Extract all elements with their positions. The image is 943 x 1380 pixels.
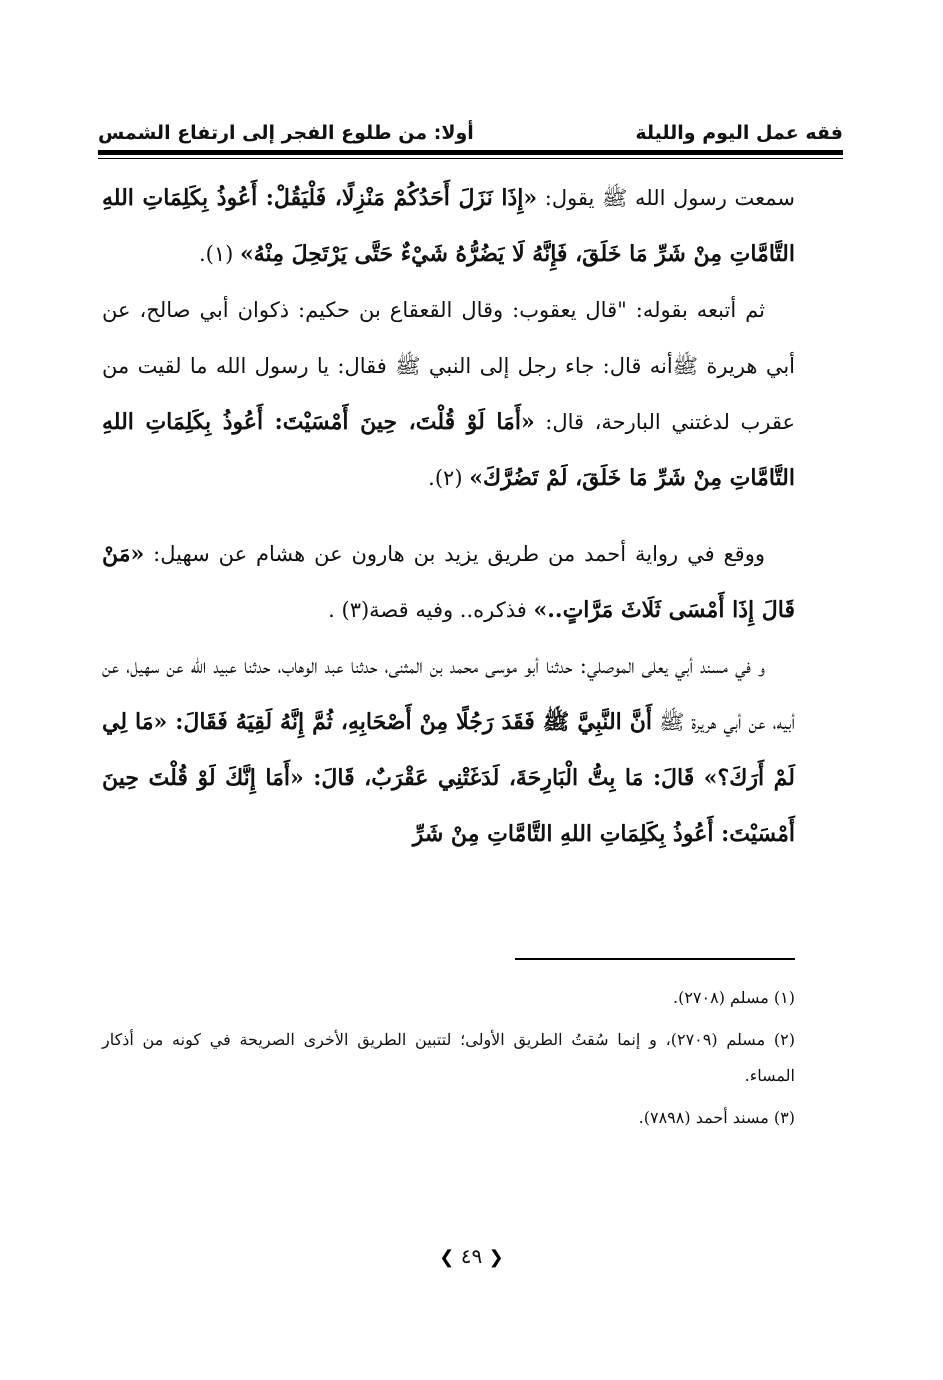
ornament-right-icon: ❯ bbox=[488, 1247, 504, 1268]
ornament-left-icon: ❮ bbox=[439, 1247, 455, 1268]
paragraph-2-ref: (٢). bbox=[428, 466, 470, 490]
main-text bbox=[102, 170, 795, 862]
footnote-3: (٣) مسند أحمد (٧٨٩٨). bbox=[638, 1108, 795, 1127]
paragraph-1 bbox=[102, 170, 795, 282]
footnote-2: (٢) مسلم (٢٧٠٩)، و إنما سُقتُ الطريق الأولى؛ لتتبين الطريق الأخرى الصريحة في كونه من أذكار المساء. bbox=[102, 1030, 795, 1085]
paragraph-1-hadith: «إِذَا نَزَلَ أَحَدُكُمْ مَنْزِلًا، فَلْيَقُلْ: أَعُوذُ بِكَلِمَاتِ اللهِ التَّامَّاتِ مِنْ شَرِّ مَا خَلَقَ، فَإِنَّهُ لَا يَضُرُّهُ شَيْءٌ حَتَّى يَرْتَحِلَ مِنْهُ» bbox=[102, 185, 795, 267]
header-rule-thick bbox=[98, 150, 843, 155]
paragraph-2 bbox=[102, 282, 795, 506]
paragraph-3-text: ووقع في رواية أحمد من طريق يزيد بن هارون عن هشام عن سهيل: bbox=[144, 542, 765, 566]
paragraph-4-hadith: أَنَّ النَّبِيَّ ﷺ فَقَدَ رَجُلًا مِنْ أَصْحَابِهِ، ثُمَّ إِنَّهُ لَقِيَهُ فَقَالَ: «مَا لِي لَمْ أَرَكَ؟» قَالَ: مَا بِتُّ الْبَارِحَةَ، لَدَغَتْنِي عَقْرَبٌ، قَالَ: «أَمَا إِنَّكَ لَوْ قُلْتَ حِينَ أَمْسَيْتَ: أَعُوذُ بِكَلِمَاتِ اللهِ التَّامَّاتِ مِنْ شَرِّ bbox=[102, 709, 795, 847]
paragraph-3-ref: فذكره.. وفيه قصة(٣) . bbox=[328, 598, 534, 622]
header-rule-thin bbox=[98, 158, 843, 159]
paragraph-1-text: سمعت رسول الله ﷺ يقول: bbox=[537, 186, 795, 210]
paragraph-gap bbox=[102, 506, 795, 526]
paragraph-4 bbox=[102, 638, 795, 862]
chapter-title: أولا: من طلوع الفجر إلى ارتفاع الشمس bbox=[98, 122, 474, 144]
footnote-separator bbox=[515, 958, 795, 960]
paragraph-4-text: و في مسند أبي يعلى الموصلي: حدثنا أبو موسى محمد بن المثنى، حدثنا عبد الوهاب، حدثنا عبيد الله عن سهيل، عن أبيه، عن أبي هريرة ﷺ bbox=[102, 654, 796, 734]
paragraph-3 bbox=[102, 526, 795, 638]
running-header bbox=[98, 118, 843, 152]
paragraph-3-hadith: «مَنْ قَالَ إِذَا أَمْسَى ثَلَاثَ مَرَّاتٍ..» bbox=[102, 541, 795, 623]
book-title: فقه عمل اليوم والليلة bbox=[635, 122, 843, 144]
paragraph-1-ref: (١). bbox=[198, 242, 241, 266]
paragraph-2-text: ثم أتبعه بقوله: "قال يعقوب: وقال القعقاع بن حكيم: ذكوان أبي صالح، عن أبي هريرة ﷺأنه قال: جاء رجل إلى النبي ﷺ فقال: يا رسول الله ما لقيت من عقرب لدغتني البارحة، قال: bbox=[102, 298, 795, 434]
page-number-block bbox=[0, 1244, 943, 1268]
paragraph-2-hadith: «أَمَا لَوْ قُلْتَ، حِينَ أَمْسَيْتَ: أَعُوذُ بِكَلِمَاتِ اللهِ التَّامَّاتِ مِنْ شَرِّ مَا خَلَقَ، لَمْ تَضُرَّكَ» bbox=[102, 409, 795, 491]
page-number: ٤٩ bbox=[460, 1244, 483, 1268]
footnote-1: (١) مسلم (٢٧٠٨). bbox=[673, 988, 795, 1007]
footnotes bbox=[102, 980, 795, 1142]
